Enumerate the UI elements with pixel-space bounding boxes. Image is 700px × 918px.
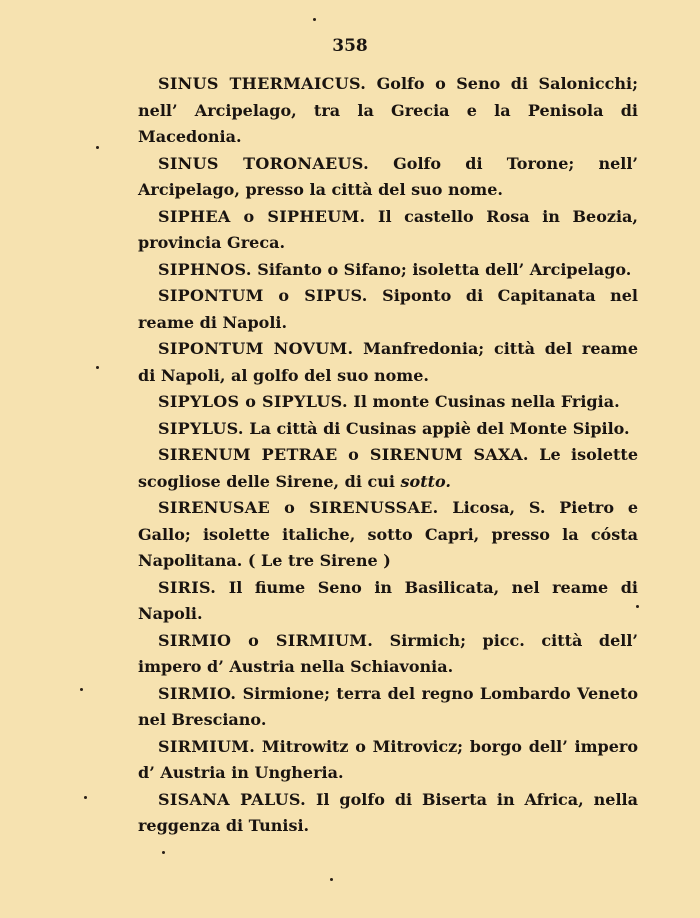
entry — [138, 787, 638, 840]
entry-text: Sirmich; picc. città dell’ impero d’ Austria nella Schiavonia. — [138, 630, 638, 676]
entry-text: Il golfo di Biserta in Africa, nella reggenza di Tunisi. — [138, 789, 638, 835]
print-speck — [330, 878, 333, 881]
entry-heading: SINUS THERMAICUS. — [158, 74, 367, 93]
print-speck — [84, 796, 87, 799]
print-speck — [636, 605, 639, 608]
entry-heading: SIRMIO o SIRMIUM. — [158, 630, 374, 650]
entry-heading: SIPONTUM o SIPUS. — [158, 286, 368, 305]
entry — [138, 495, 638, 575]
entry-text: Golfo di Torone; nell’ Arcipelago, presso la città del suo nome. — [138, 153, 638, 199]
entry-text: Golfo o Seno di Salonicchi; nell’ Arcipelago, tra la Grecia e la Penisola di Macedonia. — [138, 74, 639, 146]
entry-heading: SINUS TORONAEUS. — [158, 153, 369, 173]
entry-heading: SIPONTUM NOVUM. — [158, 339, 354, 358]
page-number: 358 — [332, 36, 368, 56]
entry — [138, 628, 638, 681]
print-speck — [96, 366, 99, 369]
entry-heading: SIRMIO. — [158, 683, 237, 703]
entry — [138, 204, 638, 257]
entry-heading: SIRENUM PETRAE o SIRENUM SAXA. — [158, 445, 529, 464]
entry — [138, 336, 638, 389]
print-speck — [96, 146, 99, 149]
entry-heading: SISANA PALUS. — [158, 789, 307, 809]
entry-text: Il monte Cusinas nella Frigia. — [347, 392, 620, 411]
entry-heading: SIPYLOS o SIPYLUS. — [158, 392, 348, 411]
entry — [138, 257, 638, 284]
entry — [138, 151, 638, 204]
entry-text: Il fiume Seno in Basilicata, nel reame di Napoli. — [138, 577, 638, 623]
entry-text: Manfredonia; città del reame di Napoli, al golfo del suo nome. — [138, 339, 639, 385]
entry-heading: SIRIS. — [158, 577, 217, 597]
entry-text: La città di Cusinas appiè del Monte Sipilo. — [243, 418, 630, 438]
print-speck — [313, 18, 316, 21]
entry-heading: SIRENUSAE o SIRENUSSAE. — [158, 498, 439, 517]
entry-heading: SIRMIUM. — [158, 736, 256, 756]
entry-text: Mitrowitz o Mitrovicz; borgo dell’ impero d’ Austria in Ungheria. — [138, 736, 638, 782]
entry-text: Il castello Rosa in Beozia, provincia Greca. — [138, 206, 638, 252]
entry — [138, 416, 638, 443]
entry — [138, 442, 638, 495]
entry-heading: SIPHNOS. — [158, 259, 252, 279]
gazetteer-entries — [138, 71, 638, 840]
entry-heading: SIPYLUS. — [158, 418, 244, 438]
entry — [138, 734, 638, 787]
entry-text: Licosa, S. Pietro e Gallo; isolette italiche, sotto Capri, presso la cósta Napolitana. ( Le tre Sirene ) — [138, 498, 638, 570]
entry-text: Le isolette scogliose delle Sirene, di cui — [138, 445, 638, 491]
entry — [138, 681, 638, 734]
print-speck — [162, 851, 165, 854]
entry-heading: SIPHEA o SIPHEUM. — [158, 206, 366, 226]
entry — [138, 575, 638, 628]
print-speck — [80, 688, 83, 691]
entry-text: Sirmione; terra del regno Lombardo Veneto nel Bresciano. — [138, 683, 638, 729]
entry-italic-text: sotto. — [400, 471, 451, 491]
entry-text: Sifanto o Sifano; isoletta dell’ Arcipelago. — [251, 259, 632, 279]
entry-text: Siponto di Capitanata nel reame di Napoli. — [138, 286, 638, 332]
entry — [138, 283, 638, 336]
entry — [138, 71, 638, 151]
entry — [138, 389, 638, 416]
